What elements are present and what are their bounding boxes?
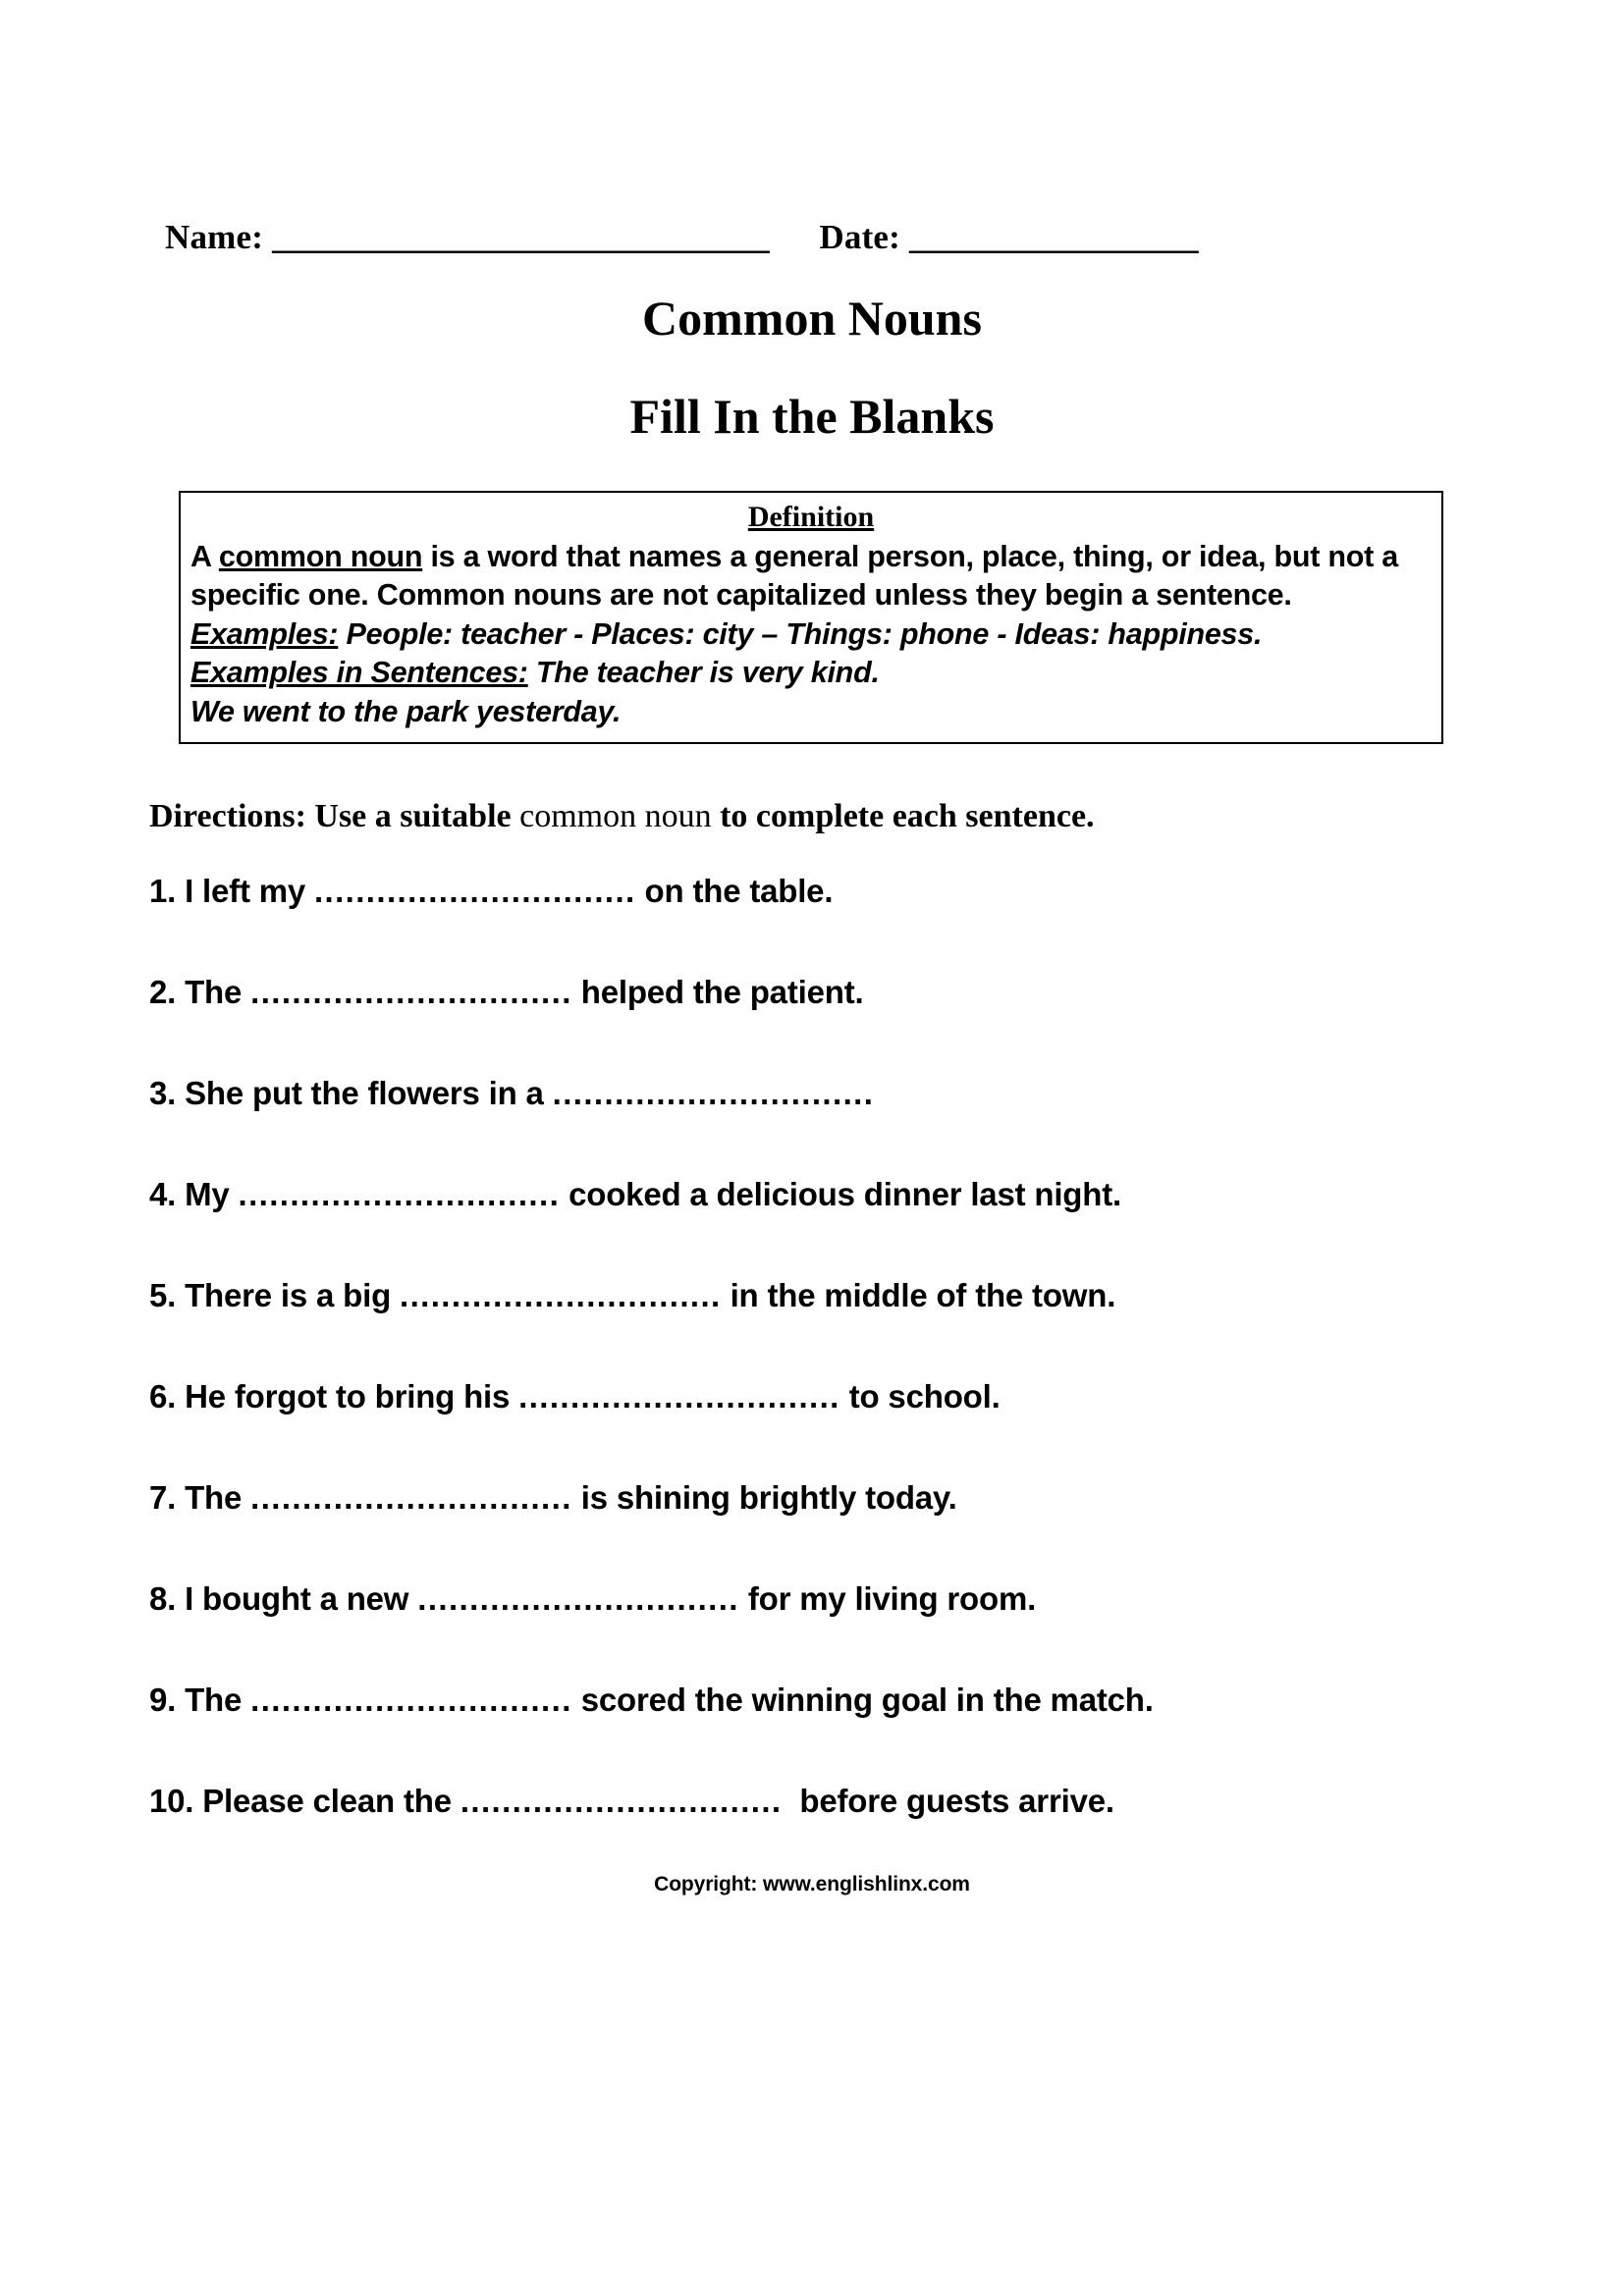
copyright-notice: Copyright: www.englishlinx.com — [654, 1873, 970, 1896]
directions-part-2: common noun — [519, 798, 712, 834]
question-item — [149, 1379, 1485, 1480]
question-item — [149, 1784, 1485, 1885]
answer-blank[interactable]: ............................... — [313, 873, 636, 909]
question-item — [149, 1581, 1485, 1682]
question-text-before: My — [176, 1176, 239, 1212]
answer-blank[interactable]: ............................... — [518, 1378, 840, 1415]
page-title: Common Nouns — [642, 291, 982, 346]
answer-blank[interactable]: ............................... — [460, 1783, 783, 1819]
question-text-before: I left my — [176, 873, 314, 909]
question-number: 5. — [149, 1277, 177, 1313]
definition-term: common noun — [218, 539, 423, 573]
answer-blank[interactable]: ............................... — [238, 1176, 561, 1212]
question-text-before: The — [176, 1479, 251, 1516]
question-number: 2. — [149, 974, 177, 1010]
examples-text: People: teacher - Places: city – Things: phone - Ideas: happiness. — [338, 616, 1263, 651]
examples-in-sentences-text: The teacher is very kind. — [527, 656, 880, 690]
definition-text-a: A — [190, 539, 219, 573]
answer-blank[interactable]: ............................... — [400, 1277, 722, 1313]
answer-blank[interactable]: ............................... — [417, 1580, 739, 1617]
question-item — [149, 874, 1485, 975]
question-text-before: The — [176, 974, 251, 1010]
answer-blank[interactable]: ............................... — [250, 1682, 572, 1718]
question-text-after: on the table. — [635, 873, 834, 909]
question-number: 9. — [149, 1682, 177, 1718]
directions — [149, 797, 1095, 837]
examples-in-sentences-label: Examples in Sentences: — [190, 656, 528, 690]
answer-blank[interactable]: ............................... — [250, 974, 572, 1010]
definition-heading: Definition — [747, 501, 875, 533]
question-text-after: cooked a delicious dinner last night. — [560, 1176, 1121, 1212]
question-item — [149, 1682, 1485, 1784]
question-text-before: I bought a new — [176, 1580, 418, 1617]
question-number: 7. — [149, 1479, 177, 1516]
question-text-after: is shining brightly today. — [571, 1479, 957, 1516]
definition-box — [179, 491, 1443, 744]
date-blank-line[interactable]: __________________ — [908, 218, 1198, 256]
question-number: 4. — [149, 1176, 177, 1212]
examples-label: Examples: — [190, 616, 339, 651]
definition-examples-sentences-line — [190, 654, 1432, 693]
answer-blank[interactable]: ............................... — [552, 1075, 875, 1111]
question-text-after: to school. — [839, 1378, 1001, 1415]
question-text-before: There is a big — [176, 1277, 400, 1313]
question-number: 1. — [149, 873, 177, 909]
question-text-before: The — [176, 1682, 251, 1718]
questions-list — [149, 874, 1485, 1885]
examples-in-sentences-text-2: We went to the park yesterday. — [190, 695, 622, 729]
question-text-after: before guests arrive. — [782, 1783, 1114, 1819]
question-item — [149, 975, 1485, 1076]
directions-part-3: to complete each sentence. — [711, 798, 1095, 834]
question-text-after: scored the winning goal in the match. — [571, 1682, 1154, 1718]
question-number: 3. — [149, 1075, 177, 1111]
question-item — [149, 1076, 1485, 1177]
definition-examples-line — [190, 615, 1432, 655]
question-item — [149, 1278, 1485, 1379]
question-text-before: He forgot to bring his — [176, 1378, 519, 1415]
definition-text-c: is a word that names a general person, place, thing, or idea, but not a specific one. Common nouns are not capitalized unless they begin a sentence. — [190, 539, 1399, 613]
question-text-before: Please clean the — [193, 1783, 460, 1819]
name-blank-line[interactable]: _______________________________ — [272, 218, 769, 256]
name-label: Name: — [165, 218, 273, 256]
question-text-after: for my living room. — [738, 1580, 1037, 1617]
question-text-before: She put the flowers in a — [176, 1075, 553, 1111]
question-text-after: helped the patient. — [571, 974, 864, 1010]
question-number: 8. — [149, 1580, 177, 1617]
question-number: 6. — [149, 1378, 177, 1415]
answer-blank[interactable]: ............................... — [250, 1479, 572, 1516]
question-item — [149, 1480, 1485, 1581]
page-subtitle: Fill In the Blanks — [629, 389, 995, 444]
name-date-row — [165, 218, 1441, 257]
directions-part-1: Directions: Use a suitable — [149, 798, 520, 834]
question-text-after: in the middle of the town. — [721, 1277, 1116, 1313]
date-label: Date: — [819, 218, 909, 256]
definition-sentence — [190, 540, 1398, 613]
question-number: 10. — [149, 1783, 194, 1819]
definition-body — [190, 538, 1432, 732]
question-item — [149, 1177, 1485, 1278]
